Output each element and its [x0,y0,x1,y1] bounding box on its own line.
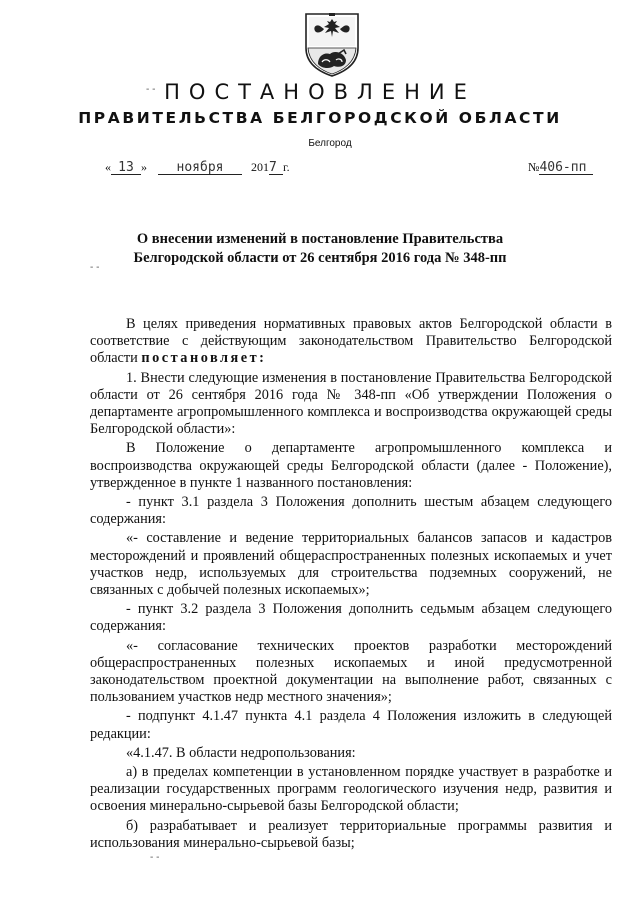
year-suffix: 7 [269,161,283,175]
document-number [528,160,593,175]
document-title: ПОСТАНОВЛЕНИЕ [164,80,476,104]
intro-paragraph [90,316,612,368]
scan-mark: - - [146,84,156,95]
paragraph-3: - пункт 3.1 раздела 3 Положения дополнить шестым абзацем следующего содержания: [90,494,612,528]
scan-mark: - - [90,262,100,273]
number-prefix: № [528,160,540,174]
subject-line-1: О внесении изменений в постановление Правительства [136,231,504,247]
paragraph-1: 1. Внести следующие изменения в постановление Правительства Белгородской области от 26 сентября 2016 года № 348-пп «Об утверждении Положения о департаменте агропромышленного комплекса и воспроизводства окружающей среды Белгородской области»: [90,369,612,438]
city-name: Белгород [308,138,352,149]
document-body [90,316,612,852]
date-day: 13 [111,161,141,175]
issuing-authority: ПРАВИТЕЛЬСТВА БЕЛГОРОДСКОЙ ОБЛАСТИ [78,109,562,127]
document-subject [95,230,545,268]
year-end: г. [283,160,290,174]
coat-of-arms-icon [300,10,364,78]
document-date [105,160,290,175]
open-quote: « [105,160,111,174]
number-value: 406-пп [539,161,593,175]
paragraph-8: «4.1.47. В области недропользования: [126,744,356,761]
intro-text: В целях приведения нормативных правовых актов Белгородской области в соответствие с действующим законодательством Правительство Белгородской области [90,316,612,367]
paragraph-10: б) разрабатывает и реализует территориальные программы развития и использования минерально-сырьевой базы; [90,817,612,851]
subject-line-2: Белгородской области от 26 сентября 2016 года № 348-пп [133,250,507,266]
close-quote: » [141,160,147,174]
paragraph-6: «- согласование технических проектов разработки месторождений общераспространенных полезных ископаемых и иной предусмотренной законодательством проектной документации на выполнение работ, связанных с пользованием участков недр местного значения»; [90,637,612,706]
paragraph-4: «- составление и ведение территориальных балансов запасов и кадастров месторождений и проявлений общераспространенных полезных ископаемых и учет участков недр, используемых для строительства подземных сооружений, не связанных с добычей полезных ископаемых»; [90,530,612,599]
paragraph-2: В Положение о департаменте агропромышленного комплекса и воспроизводства окружающей среды Белгородской области (далее - Положение), утвержденное в пункте 1 названного постановления: [90,440,612,491]
paragraph-9: а) в пределах компетенции в установленном порядке участвует в разработке и реализации государственных программ геологического изучения недр, развития и освоения минерально-сырьевой базы Белгородской области; [90,764,612,815]
date-month: ноября [158,161,242,175]
paragraph-5: - пункт 3.2 раздела 3 Положения дополнить седьмым абзацем следующего содержания: [90,601,612,635]
scan-mark: - - [150,852,160,863]
intro-verb: постановляет: [141,350,267,367]
year-prefix: 201 [251,160,269,174]
paragraph-7: - подпункт 4.1.47 пункта 4.1 раздела 4 Положения изложить в следующей редакции: [90,708,612,742]
